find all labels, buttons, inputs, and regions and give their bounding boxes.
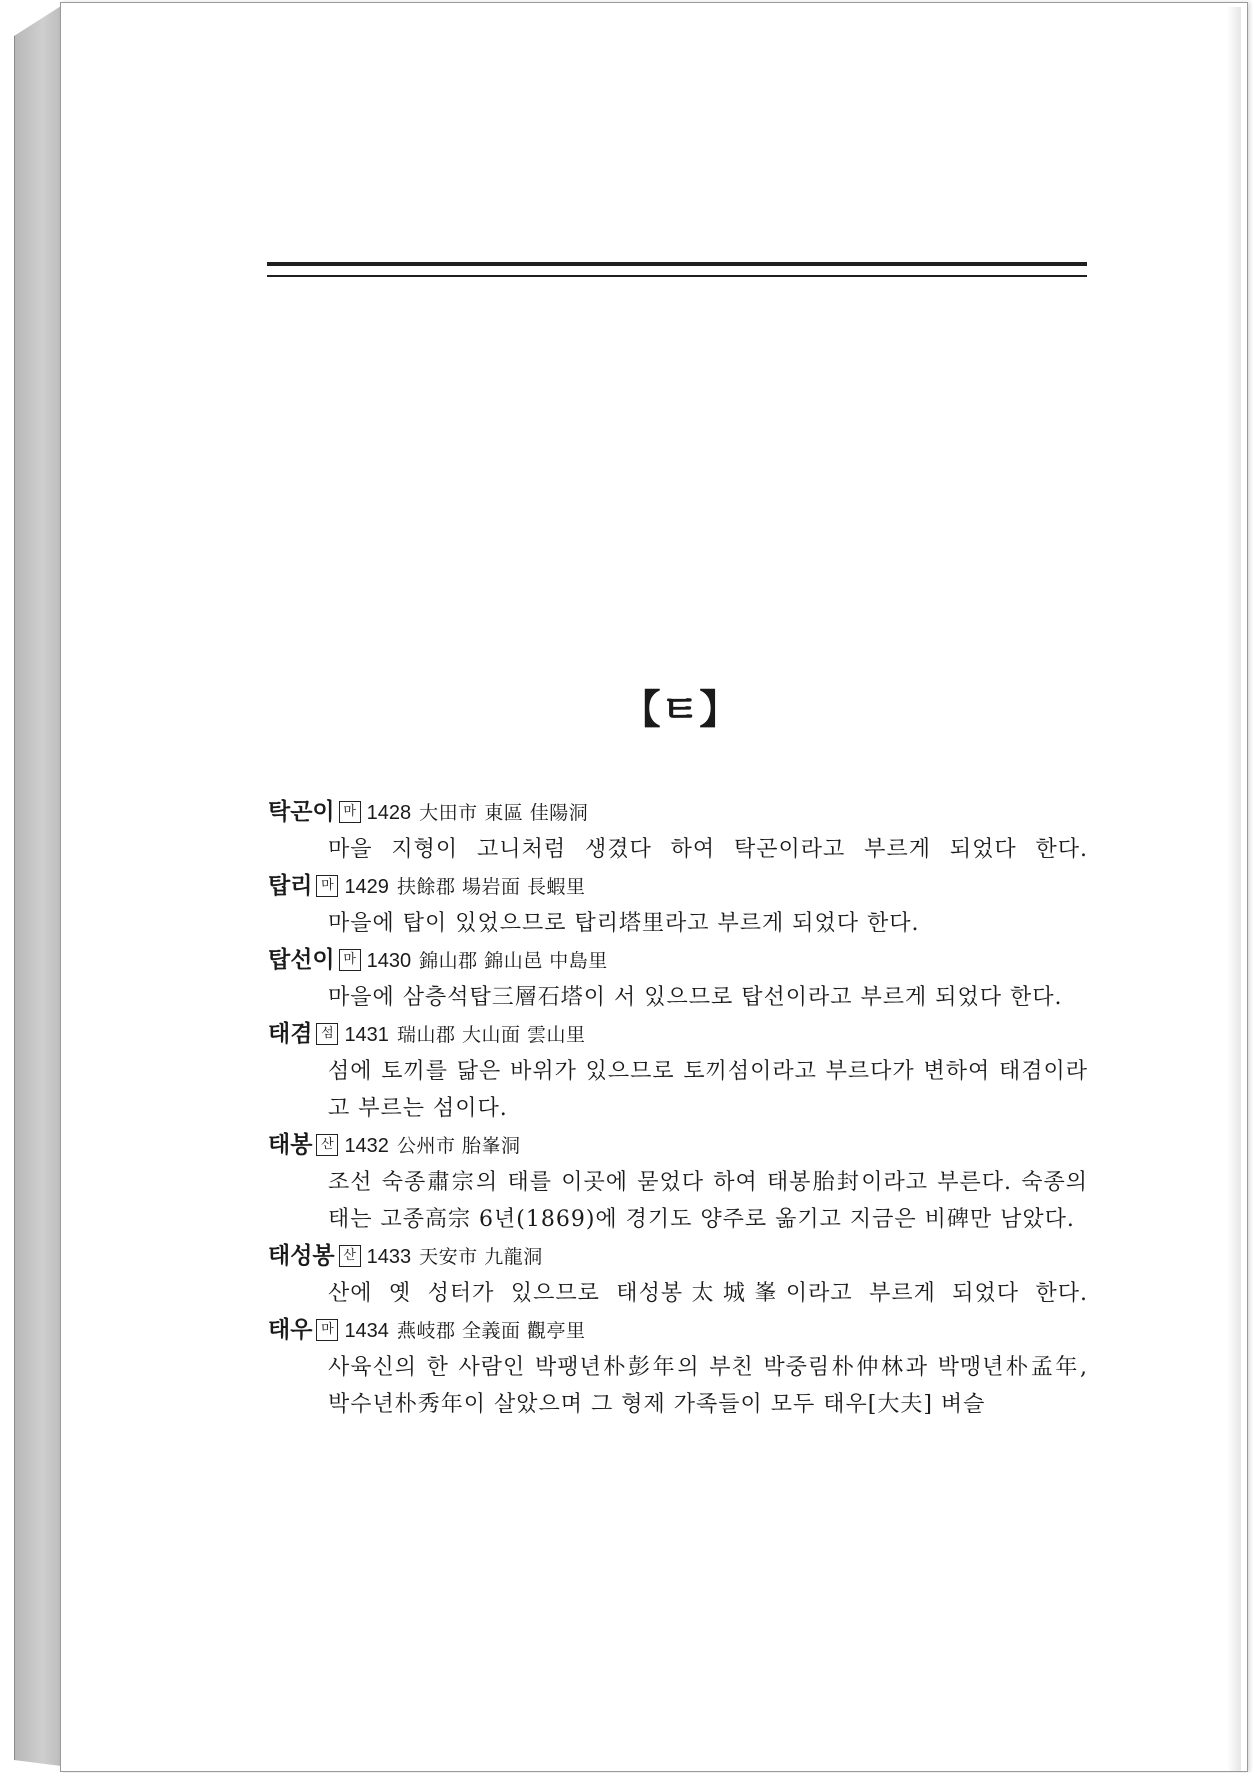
entry-header bbox=[268, 1016, 1088, 1053]
entry-number: 1432 bbox=[344, 1135, 389, 1157]
entry-description: 산에 옛 성터가 있으므로 태성봉太城峯이라고 부르게 되었다 한다. bbox=[328, 1281, 1088, 1306]
book-spine bbox=[14, 6, 61, 1766]
entry-list bbox=[268, 794, 1088, 1423]
entry-header bbox=[268, 1312, 1088, 1349]
entry-description: 마을에 삼층석탑三層石塔이 서 있으므로 탑선이라고 부르게 되었다 한다. bbox=[328, 985, 1063, 1010]
entry-location: 公州市 胎峯洞 bbox=[396, 1135, 521, 1157]
entry bbox=[268, 1127, 1088, 1238]
entry-kind-badge: 산 bbox=[316, 1134, 338, 1156]
entry-number: 1428 bbox=[366, 802, 412, 824]
entry-header bbox=[268, 1127, 1088, 1164]
entry-number: 1429 bbox=[344, 876, 389, 898]
entry-number: 1431 bbox=[344, 1024, 389, 1046]
entry-term: 태겸 bbox=[268, 1021, 313, 1047]
entry-term: 탁곤이 bbox=[268, 799, 335, 825]
entry-header bbox=[268, 1238, 1088, 1275]
entry bbox=[268, 1016, 1088, 1127]
entry-location: 天安市 九龍洞 bbox=[419, 1246, 543, 1268]
entry-location: 燕岐郡 全義面 觀亭里 bbox=[396, 1320, 586, 1342]
entry-number: 1434 bbox=[344, 1320, 389, 1342]
entry-kind-badge: 섬 bbox=[316, 1023, 338, 1045]
entry-kind-badge: 마 bbox=[316, 1319, 338, 1341]
entry-location: 瑞山郡 大山面 雲山里 bbox=[396, 1024, 586, 1046]
entry-term: 태성봉 bbox=[268, 1243, 335, 1269]
entry-kind-badge: 마 bbox=[339, 801, 361, 823]
entry-description: 섬에 토끼를 닮은 바위가 있으므로 토끼섬이라고 부르다가 변하여 태겸이라고 부르는 섬이다. bbox=[328, 1059, 1088, 1121]
entry bbox=[268, 1238, 1088, 1312]
entry-description: 사육신의 한 사람인 박팽년朴彭年의 부친 박중림朴仲林과 박맹년朴孟年, 박수년朴秀年이 살았으며 그 형제 가족들이 모두 태우[大夫] 벼슬 bbox=[328, 1355, 1088, 1417]
entry-kind-badge: 마 bbox=[316, 875, 338, 897]
section-title: 【ㅌ】 bbox=[620, 687, 740, 733]
entry-location: 扶餘郡 場岩面 長蝦里 bbox=[396, 876, 586, 898]
page-edge bbox=[1227, 7, 1241, 1771]
entry-description: 조선 숙종肅宗의 태를 이곳에 묻었다 하여 태봉胎封이라고 부른다. 숙종의 태는 고종高宗 6년(1869)에 경기도 양주로 옮기고 지금은 비碑만 남았다. bbox=[328, 1170, 1088, 1232]
entry bbox=[268, 794, 1088, 868]
entry-description: 마을에 탑이 있었으므로 탑리塔里라고 부르게 되었다 한다. bbox=[328, 911, 920, 936]
entry bbox=[268, 1312, 1088, 1423]
entry bbox=[268, 942, 1088, 1016]
entry-number: 1433 bbox=[366, 1246, 412, 1268]
entry-kind-badge: 마 bbox=[339, 949, 361, 971]
entry-number: 1430 bbox=[366, 950, 412, 972]
entry-term: 탑리 bbox=[268, 873, 313, 899]
entry-description: 마을 지형이 고니처럼 생겼다 하여 탁곤이라고 부르게 되었다 한다. bbox=[328, 837, 1088, 862]
entry-kind-badge: 산 bbox=[339, 1245, 361, 1267]
entry-header bbox=[268, 794, 1088, 831]
entry-term: 탑선이 bbox=[268, 947, 335, 973]
entry-header bbox=[268, 868, 1088, 905]
header-double-rule bbox=[267, 262, 1087, 277]
entry-location: 大田市 東區 佳陽洞 bbox=[419, 802, 589, 824]
entry-term: 태봉 bbox=[268, 1132, 313, 1158]
entry-header bbox=[268, 942, 1088, 979]
entry-location: 錦山郡 錦山邑 中島里 bbox=[419, 950, 608, 972]
entry bbox=[268, 868, 1088, 942]
entry-term: 태우 bbox=[268, 1317, 313, 1343]
